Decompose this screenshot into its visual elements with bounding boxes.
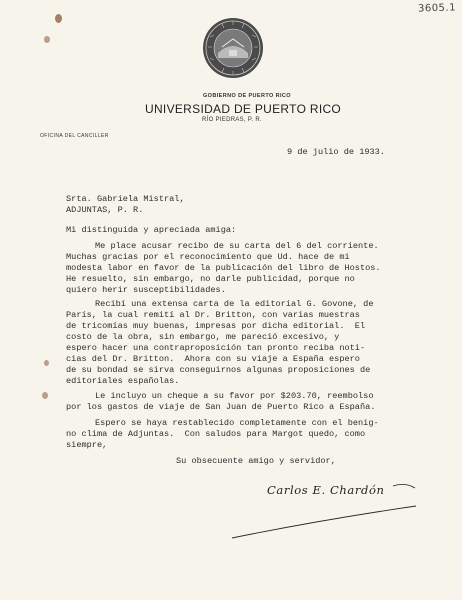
recipient-name: Srta. Gabriela Mistral, bbox=[66, 194, 185, 204]
punch-hole-lower bbox=[42, 392, 48, 399]
punch-hole-upper bbox=[44, 36, 50, 43]
paragraph3-line: Le incluyo un cheque a su favor por $203.70, reembolso bbox=[95, 391, 374, 401]
punch-hole-top bbox=[55, 14, 62, 23]
office-label: OFICINA DEL CANCILLER bbox=[40, 133, 109, 139]
paragraph1-line: Muchas gracias por el reconocimiento que Ud. hace de mi bbox=[66, 252, 350, 262]
paragraph4-line: siempre, bbox=[66, 440, 108, 450]
paragraph1-line: Me place acusar recibo de su carta del 6 del corriente. bbox=[95, 241, 379, 251]
paragraph1-line: modesta labor en favor de la publicación del libro de Hostos. bbox=[66, 263, 381, 273]
letter-date: 9 de julio de 1933. bbox=[287, 147, 385, 157]
paragraph2-line: París, la cual remití al Dr. Britton, con varias muestras bbox=[66, 310, 360, 320]
paragraph2-line: de su bondad se sirva conseguirnos algunas proposiciones de bbox=[66, 365, 371, 375]
paragraph2-line: costo de la obra, sin embargo, me pareció excesivo, y bbox=[66, 332, 340, 342]
paragraph2-line: de tricomías muy buenas, impresas por dicha editorial. El bbox=[66, 321, 366, 331]
paragraph2-line: espero hacer una contraproposición tan pronto reciba noti- bbox=[66, 343, 366, 353]
closing: Su obsecuente amigo y servidor, bbox=[176, 456, 336, 466]
paragraph1-line: He resuelto, sin embargo, no darle publicidad, porque no bbox=[66, 274, 355, 284]
university-city: RÍO PIEDRAS, P. R. bbox=[202, 117, 262, 123]
handwritten-signature bbox=[265, 478, 420, 502]
paragraph4-line: Espero se haya restablecido completamente con el benig- bbox=[95, 418, 379, 428]
university-name: UNIVERSIDAD DE PUERTO RICO bbox=[145, 102, 342, 116]
punch-hole-middle bbox=[44, 360, 49, 366]
svg-text:Carlos E. Chardón: Carlos E. Chardón bbox=[267, 483, 385, 497]
signature-flourish bbox=[230, 500, 420, 542]
paragraph2-line: editoriales españolas. bbox=[66, 376, 180, 386]
university-seal-icon bbox=[202, 17, 264, 79]
government-heading: GOBIERNO DE PUERTO RICO bbox=[203, 93, 291, 99]
archive-number: 3605.1 bbox=[417, 2, 457, 15]
paragraph2-line: Recibí una extensa carta de la editorial G. Govone, de bbox=[95, 299, 374, 309]
salutation: Mi distinguida y apreciada amiga: bbox=[66, 225, 237, 235]
paragraph3-line: por los gastos de viaje de San Juan de Puerto Rico a España. bbox=[66, 402, 376, 412]
recipient-place: ADJUNTAS, P. R. bbox=[66, 205, 144, 215]
paragraph4-line: no clima de Adjuntas. Con saludos para Margot quedo, como bbox=[66, 429, 366, 439]
paragraph1-line: quiero herir susceptibilidades. bbox=[66, 285, 226, 295]
paragraph2-line: cias del Dr. Britton. Ahora con su viaje a España espero bbox=[66, 354, 360, 364]
